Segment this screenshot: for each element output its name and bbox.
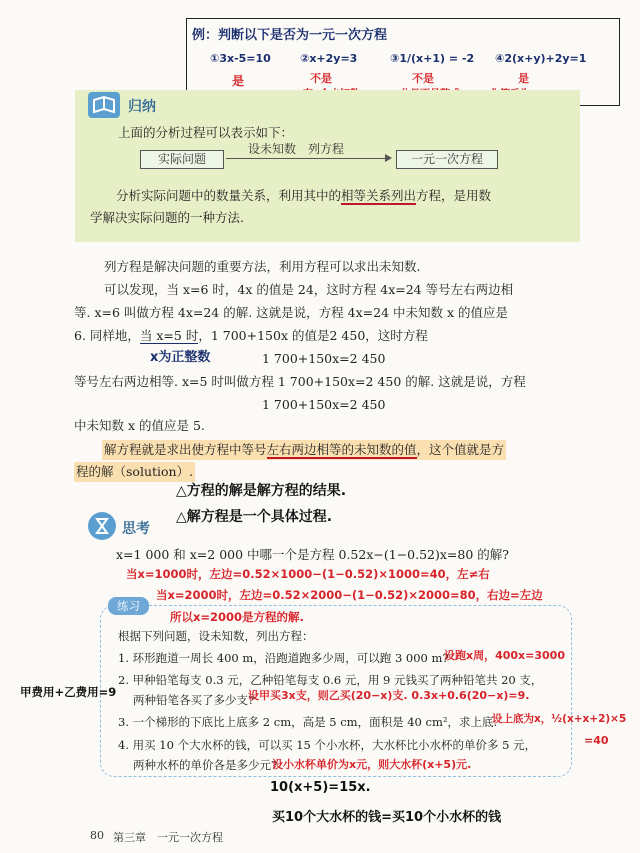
note-verdict-1: 是: [232, 74, 245, 88]
think-answer-3: 所以x=2000是方程的解.: [170, 610, 304, 624]
practice-q4a: 4. 用买 10 个大水杯的钱，可以买 15 个小水杯，大水杯比小水杯的单价多 5 元，: [118, 738, 537, 752]
book-icon: [88, 92, 120, 118]
note-item-2: ②x+2y=3: [300, 52, 358, 65]
note-item-3: ③1/(x+1) = -2: [390, 52, 475, 65]
hw-note-solving: △解方程是一个具体过程.: [176, 509, 333, 525]
note-title: 例：判断以下是否为一元一次方程: [192, 28, 388, 43]
equation-1: 1 700+150x=2 450: [262, 351, 386, 366]
practice-a4: 设小水杯单价为x元，则大水杯(x+5)元.: [272, 758, 472, 771]
para-4: 中未知数 x 的值应是 5.: [74, 418, 205, 433]
practice-a1: 设跑x周，400x=3000: [444, 649, 565, 662]
practice-a3b: =40: [584, 734, 609, 747]
practice-a3a: 设上底为x，½(x+x+2)×5: [492, 713, 627, 725]
practice-q1: 1. 环形跑道一周长 400 m，沿跑道跑多少周，可以跑 3 000 m?: [118, 651, 449, 665]
para-2c: 6. 同样地，当 x=5 时，1 700+150x 的值是2 450，这时方程: [74, 328, 428, 343]
summary-heading: 归纳: [128, 99, 156, 115]
summary-body-line2: 学解决实际问题的一种方法.: [90, 210, 244, 225]
note-verdict-3: 不是: [412, 72, 434, 85]
flow-label: 设未知数 列方程: [248, 142, 345, 156]
practice-a4-equation: 10(x+5)=15x.: [270, 780, 371, 795]
hw-note-positive-integer: x为正整数: [150, 350, 211, 365]
think-question: x=1 000 和 x=2 000 中哪一个是方程 0.52x−(1−0.52)x=80 的解?: [116, 547, 509, 562]
note-verdict-4: 是: [518, 72, 529, 85]
note-item-4: ④2(x+y)+2y=1: [495, 52, 587, 65]
hw-note-solution: △方程的解是解方程的结果.: [176, 483, 347, 499]
flow-box-equation: 一元一次方程: [396, 150, 498, 169]
page-number: 80: [90, 829, 104, 842]
hourglass-icon: [88, 512, 116, 540]
practice-q4b: 两种水杯的单价各是多少元?: [133, 758, 278, 772]
think-heading: 思考: [122, 521, 150, 537]
equation-2: 1 700+150x=2 450: [262, 397, 386, 412]
definition-line2: 程的解（solution）.: [74, 462, 195, 482]
para-2a: 可以发现，当 x=6 时，4x 的值是 24，这时方程 4x=24 等号左右两边相: [104, 282, 514, 297]
note-verdict-2: 不是: [310, 72, 332, 85]
practice-a2: 设甲买3x支，则乙买(20−x)支. 0.3x+0.6(20−x)=9.: [248, 689, 530, 702]
definition-line1: 解方程就是求出使方程中等号左右两边相等的未知数的值，这个值就是方: [102, 440, 506, 460]
hw-note-cups: 买10个大水杯的钱=买10个小水杯的钱: [272, 810, 502, 825]
flow-box-real-problem: 实际问题: [140, 150, 224, 169]
para-2b: 等. x=6 叫做方程 4x=24 的解. 这就是说，方程 4x=24 中未知数 x 的值应是: [74, 305, 508, 320]
para-3: 等号左右两边相等. x=5 时叫做方程 1 700+150x=2 450 的解. 这就是说，方程: [74, 374, 526, 389]
think-answer-1: 当x=1000时，左边=0.52×1000−(1−0.52)×1000=40，左≠右: [126, 567, 490, 581]
practice-q2a: 2. 甲种铅笔每支 0.3 元，乙种铅笔每支 0.6 元，用 9 元钱买了两种铅笔共 20 支，: [118, 673, 543, 687]
flow-arrow: [226, 158, 390, 159]
note-item-1: ①3x-5=10: [210, 52, 271, 65]
para-1: 列方程是解决问题的重要方法，利用方程可以求出未知数.: [104, 259, 421, 274]
practice-heading: 练习: [108, 597, 149, 615]
hw-side-note: 甲费用+乙费用=9: [20, 685, 117, 699]
summary-body-line1: 分析实际问题中的数量关系，利用其中的相等关系列出方程，是用数: [116, 188, 492, 203]
think-answer-2: 当x=2000时，左边=0.52×2000−(1−0.52)×2000=80，右边=左边: [156, 588, 543, 602]
practice-intro: 根据下列问题，设未知数，列出方程：: [118, 629, 314, 643]
chapter-title: 第三章 一元一次方程: [113, 831, 223, 844]
summary-intro: 上面的分析过程可以表示如下：: [118, 125, 294, 140]
practice-q3: 3. 一个梯形的下底比上底多 2 cm，高是 5 cm，面积是 40 cm²，求上底.: [118, 715, 498, 729]
practice-q2b: 两种铅笔各买了多少支?: [133, 693, 255, 707]
